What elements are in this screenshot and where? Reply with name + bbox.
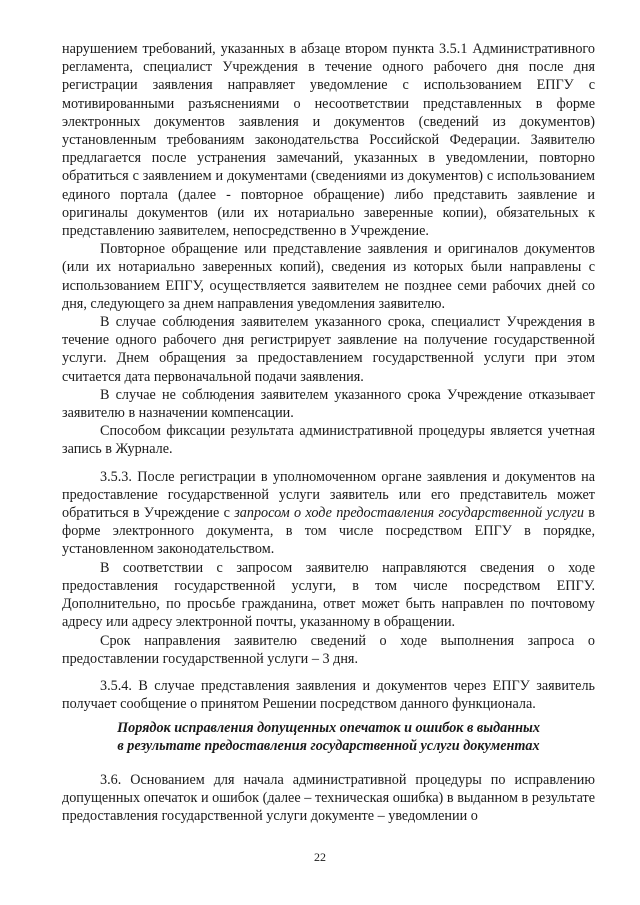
paragraph-3-5-3-end: в форме электронного документа, в том числе посредством ЕПГУ в порядке, установленном законодательством. [62,505,596,558]
section-heading-line-1: Порядок исправления допущенных опечаток и ошибок в выданных [117,720,540,736]
paragraph-deadline-missed: В случае не соблюдения заявителем указанного срока Учреждение отказывает заявителю в назначении компенсации. [62,386,595,422]
section-heading [62,719,595,755]
paragraph-3-5-3-italic: запросом о ходе предоставления государственной услуги [234,505,584,522]
section-heading-line-2: в результате предоставления государственной услуги документах [117,738,540,755]
paragraph-fixation: Способом фиксации результата административной процедуры является учетная запись в Журнале. [62,423,595,458]
page-number: 22 [314,850,326,864]
paragraph-3-6: 3.6. Основанием для начала административной процедуры по исправлению допущенных опечаток и ошибок (далее – техническая ошибка) в выданном в результате предоставления государственной услуги документе – уведомлении о [62,772,595,825]
body-text-top [62,40,595,713]
paragraph-3-5-4: 3.5.4. В случае представления заявления и документов через ЕПГУ заявитель получает сообщение о принятом Решении посредством данного функционала. [62,677,595,713]
paragraph-3-5-3 [62,468,595,559]
paragraph-status-term: Срок направления заявителю сведений о ходе выполнения запроса о предоставлении государственной услуги – 3 дня. [62,632,595,667]
paragraph-deadline-kept: В случае соблюдения заявителем указанного срока, специалист Учреждения в течение одного рабочего дня регистрирует заявление на получение государственной услуги. Днем обращения за предоставлением государственной услуги при этом считается дата первоначальной подачи заявления. [62,314,595,385]
paragraph-3-5-3-start: 3.5.3. После регистрации в уполномоченном органе заявления и документов на предоставление государственной услуги заявитель или его представитель может обратиться в Учреждение с [62,468,595,522]
body-text-bottom [62,771,595,826]
paragraph-status-info: В соответствии с запросом заявителю направляются сведения о ходе предоставления государственной услуги, в том числе посредством ЕПГУ. Дополнительно, по просьбе гражданина, ответ может быть направлен по почтовому адресу или адресу электронной почты, указанному в обращении. [62,559,595,631]
paragraph-continuation: нарушением требований, указанных в абзаце втором пункта 3.5.1 Административного регламента, специалист Учреждения в течение одного рабочего дня после дня регистрации заявления направляет уведомление с использованием ЕПГУ с мотивированными разъяснениями о несоответствии представленных в форме электронных документов заявления и документов (сведений из документов) установленным требованиям законодательства Российской Федерации. Заявителю предлагается после устранения замечаний, указанных в уведомлении, повторно обратиться с заявлением и документами (сведениями из документов) с использованием единого портала (далее - повторное обращение) либо представить заявление и оригиналы документов (или их нотариально заверенные копии), обязательных к представлению заявителем, непосредственно в Учреждение. [62,41,595,240]
paragraph-repeat-request: Повторное обращение или представление заявления и оригиналов документов (или их нотариально заверенных копий), сведения из которых были направлены с использованием ЕПГУ, осуществляется заявителем не позднее семи рабочих дней со дня, следующего за днем направления уведомления заявителю. [62,241,595,312]
